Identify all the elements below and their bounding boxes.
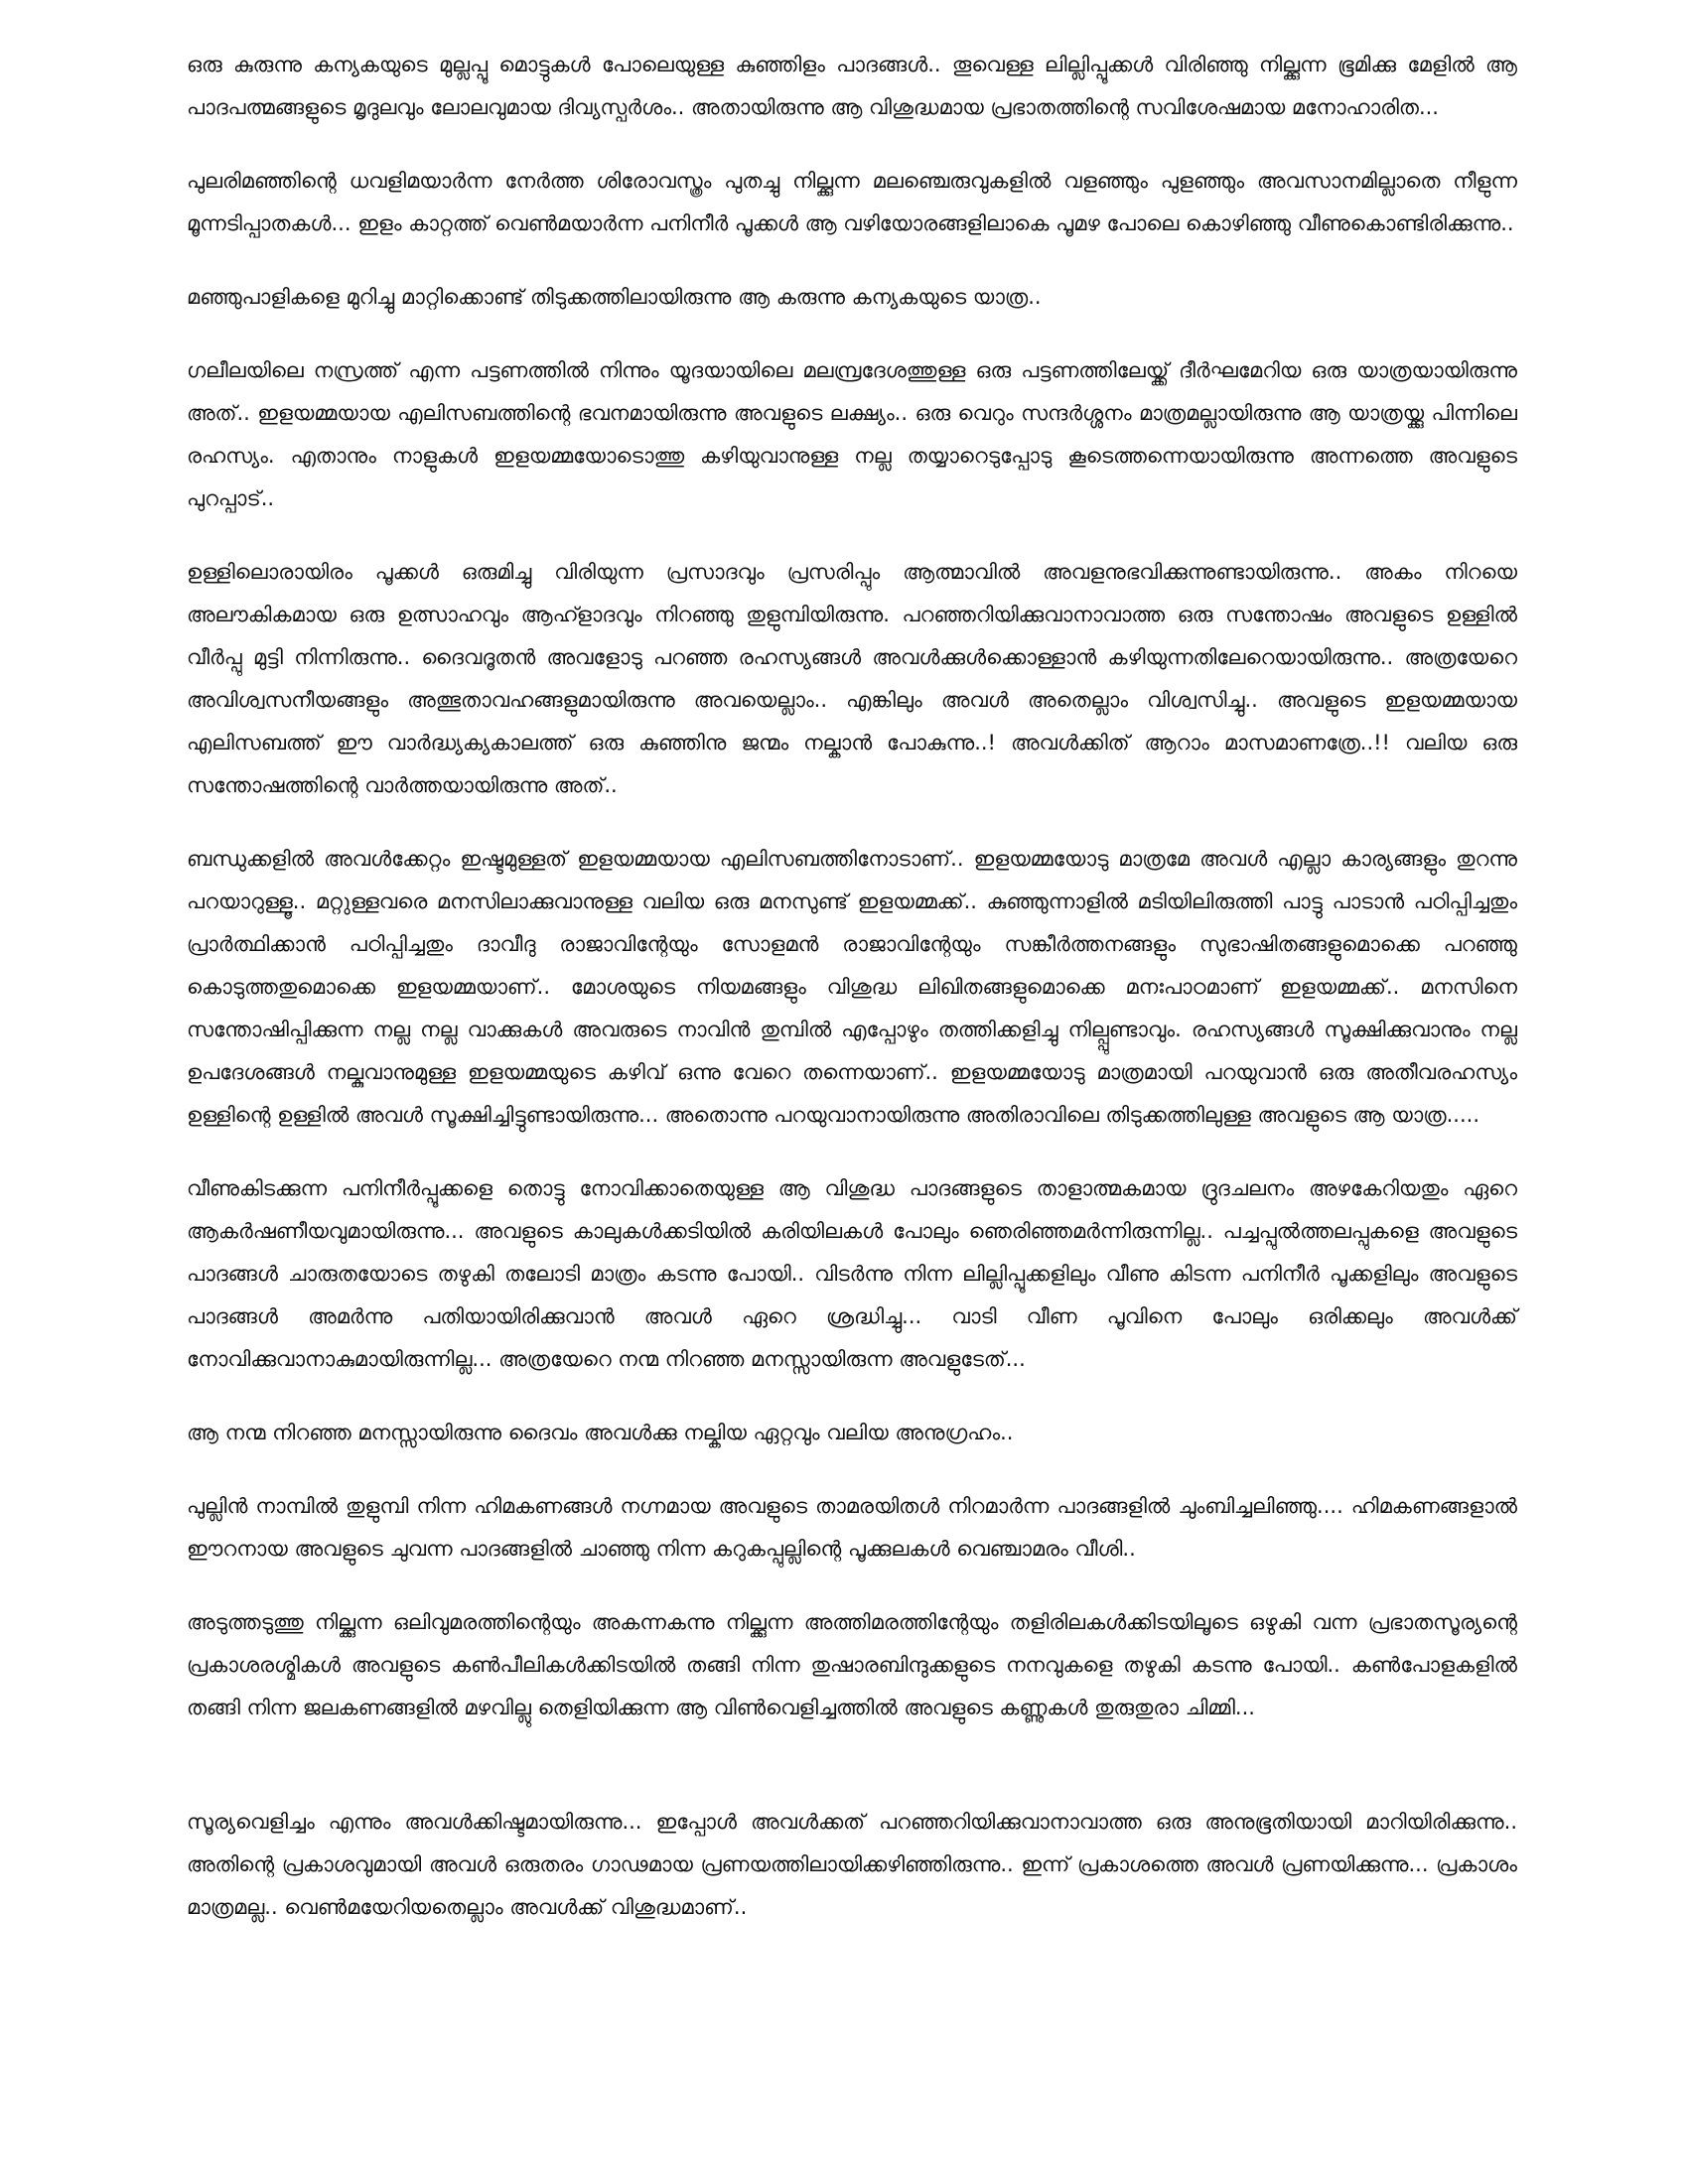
paragraph-1: ഒരു കുരുന്നു കന്യകയുടെ മുല്ലപ്പൂ മൊട്ടുകൾ പോലെയുള്ള കുഞ്ഞിളം പാദങ്ങൾ.. തൂവെള്ള ലില്ലിപ്പൂക്കൾ വിരിഞ്ഞു നില്ക്കുന്ന ഭൂമിക്കു മേളിൽ ആ പാദപത്മങ്ങളുടെ മൃദുലവും ലോലവുമായ ദിവ്യസ്പർശം.. അതായിരുന്നു ആ വിശുദ്ധമായ പ്രഭാതത്തിന്റെ സവിശേഷമായ മനോഹാരിത... bbox=[187, 53, 1517, 119]
paragraph-10: അടുത്തടുത്തു നില്ക്കുന്ന ഒലിവുമരത്തിന്റെയും അകന്നകന്നു നില്ക്കുന്ന അത്തിമരത്തിന്റേയും തളിരിലകൾക്കിടയിലൂടെ ഒഴുകി വന്ന പ്രഭാതസൂര്യന്റെ പ്രകാശരശ്മികൾ അവളുടെ കൺപീലികൾക്കിടയിൽ തങ്ങി നിന്ന തുഷാരബിന്ദുക്കളുടെ നനവുകളെ തഴുകി കടന്നു പോയി.. കൺപോളകളിൽ തങ്ങി നിന്ന ജലകണങ്ങളിൽ മഴവില്ലു തെളിയിക്കുന്ന ആ വിൺവെളിച്ചത്തിൽ അവളുടെ കണ്ണുകൾ തുരുതുരാ ചിമ്മി... bbox=[187, 1610, 1517, 1719]
paragraph-8: ആ നന്മ നിറഞ്ഞ മനസ്സായിരുന്നു ദൈവം അവൾക്കു നല്കിയ ഏറ്റവും വലിയ അനുഗ്രഹം.. bbox=[187, 1421, 1014, 1444]
paragraph-2: പുലരിമഞ്ഞിന്റെ ധവളിമയാർന്ന നേർത്ത ശിരോവസ്ത്രം പുതച്ചു നില്ക്കുന്ന മലഞ്ചെരുവുകളിൽ വളഞ്ഞും പുളഞ്ഞും അവസാനമില്ലാതെ നീളുന്ന മൂന്നടിപ്പാതകൾ... ഇളം കാറ്റത്ത് വെൺമയാർന്ന പനിനീർ പൂക്കൾ ആ വഴിയോരങ്ങളിലാകെ പൂമഴ പോലെ കൊഴിഞ്ഞു വീണുകൊണ്ടിരിക്കുന്നു.. bbox=[187, 169, 1517, 235]
paragraph-5: ഉള്ളിലൊരായിരം പൂക്കൾ ഒരുമിച്ചു വിരിയുന്ന പ്രസാദവും പ്രസരിപ്പും ആത്മാവിൽ അവളനുഭവിക്കുന്നുണ്ടായിരുന്നു.. അകം നിറയെ അലൗകികമായ ഒരു ഉത്സാഹവും ആഹ്ളാദവും നിറഞ്ഞു തുളുമ്പിയിരുന്നു. പറഞ്ഞറിയിക്കുവാനാവാത്ത ഒരു സന്തോഷം അവളുടെ ഉള്ളിൽ വീർപ്പു മുട്ടി നിന്നിരുന്നു.. ദൈവദൂതൻ അവളോടു പറഞ്ഞ രഹസ്യങ്ങൾ അവൾക്കുൾക്കൊള്ളാൻ കഴിയുന്നതിലേറെയായിരുന്നു.. അത്രയേറെ അവിശ്വസനീയങ്ങളും അത്ഭുതാവഹങ്ങളുമായിരുന്നു അവയെല്ലാം.. എങ്കിലും അവൾ അതെല്ലാം വിശ്വസിച്ചു.. അവളുടെ ഇളയമ്മയായ എലിസബത്ത് ഈ വാർദ്ധ്യക്യകാലത്ത് ഒരു കുഞ്ഞിനു ജന്മം നല്കാൻ പോകുന്നു..! അവൾക്കിത് ആറാം മാസമാണത്രേ..!! വലിയ ഒരു സന്തോഷത്തിന്റെ വാർത്തയായിരുന്നു അത്.. bbox=[187, 560, 1517, 797]
paragraph-4: ഗലീലയിലെ നസ്രത്ത് എന്ന പട്ടണത്തിൽ നിന്നും യൂദയായിലെ മലമ്പ്രദേശത്തുള്ള ഒരു പട്ടണത്തിലേയ്ക്ക് ദീർഘമേറിയ ഒരു യാത്രയായിരുന്നു അത്.. ഇളയമ്മയായ എലിസബത്തിന്റെ ഭവനമായിരുന്നു അവളുടെ ലക്ഷ്യം.. ഒരു വെറും സന്ദർശ്ശനം മാത്രമല്ലായിരുന്നു ആ യാത്രയ്ക്കു പിന്നിലെ രഹസ്യം. എതാനും നാളുകൾ ഇളയമ്മയോടൊത്തു കഴിയുവാനുള്ള നല്ല തയ്യാറെടുപ്പോടു കൂടെത്തന്നെയായിരുന്നു അന്നത്തെ അവളുടെ പുറപ്പാട്.. bbox=[187, 358, 1517, 510]
paragraph-9: പുല്ലിൻ നാമ്പിൽ തുളുമ്പി നിന്ന ഹിമകണങ്ങൾ നഗ്നമായ അവളുടെ താമരയിതൾ നിറമാർന്ന പാദങ്ങളിൽ ചുംബിച്ചലിഞ്ഞു.... ഹിമകണങ്ങളാൽ ഈറനായ അവളുടെ ചുവന്ന പാദങ്ങളിൽ ചാഞ്ഞു നിന്ന കറുകപ്പുല്ലിന്റെ പൂക്കുലകൾ വെഞ്ചാമരം വീശി.. bbox=[187, 1494, 1517, 1561]
paragraph-6: ബന്ധുക്കളിൽ അവൾക്കേറ്റം ഇഷ്ടമുള്ളത് ഇളയമ്മയായ എലിസബത്തിനോടാണ്.. ഇളയമ്മയോടു മാത്രമേ അവൾ എല്ലാ കാര്യങ്ങളും തുറന്നു പറയാറുള്ളൂ.. മറ്റുള്ളവരെ മനസിലാക്കുവാനുള്ള വലിയ ഒരു മനസുണ്ട് ഇളയമ്മക്ക്.. കുഞ്ഞുന്നാളിൽ മടിയിലിരുത്തി പാട്ടു പാടാൻ പഠിപ്പിച്ചതും പ്രാർത്ഥിക്കാൻ പഠിപ്പിച്ചതും ദാവീദു രാജാവിന്റേയും സോളമൻ രാജാവിന്റേയും സങ്കീർത്തനങ്ങളും സുഭാഷിതങ്ങളുമൊക്കെ പറഞ്ഞു കൊടുത്തതുമൊക്കെ ഇളയമ്മയാണ്.. മോശയുടെ നിയമങ്ങളും വിശുദ്ധ ലിഖിതങ്ങളുമൊക്കെ മനഃപാഠമാണ് ഇളയമ്മക്ക്.. മനസിനെ സന്തോഷിപ്പിക്കുന്ന നല്ല നല്ല വാക്കുകൾ അവരുടെ നാവിൻ തുമ്പിൽ എപ്പോഴും തത്തിക്കളിച്ചു നില്പ്പുണ്ടാവും. രഹസ്യങ്ങൾ സൂക്ഷിക്കുവാനും നല്ല ഉപദേശങ്ങൾ നല്കുവാനുമുള്ള ഇളയമ്മയുടെ കഴിവ് ഒന്നു വേറെ തന്നെയാണ്.. ഇളയമ്മയോടു മാത്രമായി പറയുവാൻ ഒരു അതീവരഹസ്യം ഉള്ളിന്റെ ഉള്ളിൽ അവൾ സൂക്ഷിച്ചിട്ടുണ്ടായിരുന്നു... അതൊന്നു പറയുവാനായിരുന്നു അതിരാവിലെ തിടുക്കത്തിലുള്ള അവളുടെ ആ യാത്ര..... bbox=[187, 847, 1517, 1127]
paragraph-11: സൂര്യവെളിച്ചം എന്നും അവൾക്കിഷ്ടമായിരുന്നു... ഇപ്പോൾ അവൾക്കത് പറഞ്ഞറിയിക്കുവാനാവാത്ത ഒരു അനുഭൂതിയായി മാറിയിരിക്കുന്നു.. അതിന്റെ പ്രകാശവുമായി അവൾ ഒരുതരം ഗാഢമായ പ്രണയത്തിലായിക്കഴിഞ്ഞിരുന്നു.. ഇന്ന് പ്രകാശത്തെ അവൾ പ്രണയിക്കുന്നു... പ്രകാശം മാത്രമല്ല.. വെൺമയേറിയതെല്ലാം അവൾക്ക് വിശുദ്ധമാണ്.. bbox=[187, 1810, 1517, 1919]
paragraph-7: വീണുകിടക്കുന്ന പനിനീർപ്പൂക്കളെ തൊട്ടു നോവിക്കാതെയുള്ള ആ വിശുദ്ധ പാദങ്ങളുടെ താളാത്മകമായ ദ്രുദചലനം അഴകേറിയതും ഏറെ ആകർഷണീയവുമായിരുന്നു... അവളുടെ കാലുകൾക്കടിയിൽ കരിയിലകൾ പോലും ഞെരിഞ്ഞമർന്നിരുന്നില്ല.. പച്ചപ്പുൽത്തലപ്പുകളെ അവളുടെ പാദങ്ങൾ ചാരുതയോടെ തഴുകി തലോടി മാത്രം കടന്നു പോയി.. വിടർന്നു നിന്ന ലില്ലിപ്പൂക്കളിലും വീണു കിടന്ന പനിനീർ പൂക്കളിലും അവളുടെ പാദങ്ങൾ അമർന്നു പതിയായിരിക്കുവാൻ അവൾ ഏറെ ശ്രദ്ധിച്ചു... വാടി വീണ പൂവിനെ പോലും ഒരിക്കലും അവൾക്ക് നോവിക്കുവാനാകുമായിരുന്നില്ല... അത്രയേറെ നന്മ നിറഞ്ഞ മനസ്സായിരുന്ന അവളുടേത്... bbox=[187, 1176, 1517, 1371]
document-page bbox=[187, 44, 1517, 1960]
paragraph-3: മഞ്ഞുപാളികളെ മുറിച്ചു മാറ്റിക്കൊണ്ട് തിടുക്കത്തിലായിരുന്നു ആ കരുന്നു കന്യകയുടെ യാത്ര.. bbox=[187, 285, 1042, 309]
